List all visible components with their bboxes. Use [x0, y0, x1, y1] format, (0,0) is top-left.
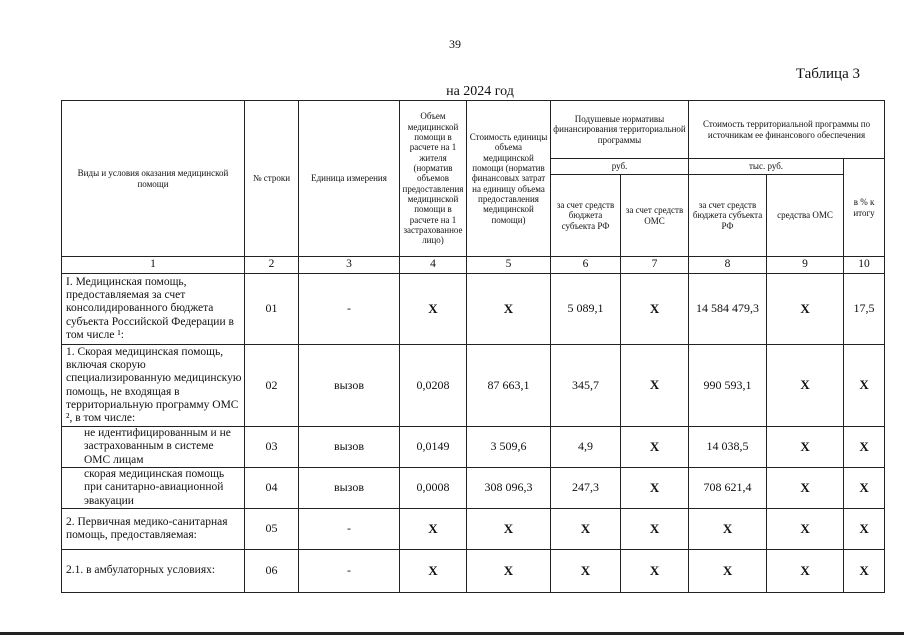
row-percent: X: [844, 427, 885, 468]
row-number: 05: [245, 509, 299, 550]
table-row: [62, 274, 885, 345]
row-unit: -: [299, 550, 400, 593]
row-cost: X: [467, 509, 551, 550]
row-volume: X: [400, 274, 467, 345]
column-number: 2: [245, 257, 299, 274]
row-budget-per-capita: 5 089,1: [551, 274, 621, 345]
row-budget-total: 990 593,1: [689, 345, 767, 427]
row-volume: 0,0149: [400, 427, 467, 468]
header-rub: руб.: [551, 159, 689, 175]
header-oms-funds: средства ОМС: [767, 175, 844, 257]
row-description: 1. Скорая медицинская помощь, включая скорую специализированную медицинскую помощь, не входящая в территориальную программу ОМС ², в том числе:: [62, 345, 245, 427]
page-bottom-border: [0, 632, 904, 635]
column-number-row: [62, 257, 885, 274]
row-budget-total: 708 621,4: [689, 468, 767, 509]
row-oms-per-capita: X: [621, 274, 689, 345]
row-oms-per-capita: X: [621, 550, 689, 593]
row-cost: X: [467, 274, 551, 345]
header-budget: за счет средств бюджета субъекта РФ: [551, 175, 621, 257]
column-number: 3: [299, 257, 400, 274]
row-oms-per-capita: X: [621, 468, 689, 509]
table-row: [62, 427, 885, 468]
row-number: 01: [245, 274, 299, 345]
row-description: 2. Первичная медико-санитарная помощь, предоставляемая:: [62, 509, 245, 550]
row-budget-per-capita: 247,3: [551, 468, 621, 509]
header-cost: Стоимость единицы объема медицинской помощи (норматив финансовых затрат на единицу объема предоставления медицинской помощи): [467, 101, 551, 257]
budget-table: [61, 100, 885, 593]
header-budget-thousand: за счет средств бюджета субъекта РФ: [689, 175, 767, 257]
row-budget-per-capita: X: [551, 550, 621, 593]
table-row: [62, 468, 885, 509]
row-percent: X: [844, 509, 885, 550]
row-description: скорая медицинская помощь при санитарно-авиационной эвакуации: [62, 468, 245, 509]
row-description: не идентифицированным и не застрахованным в системе ОМС лицам: [62, 427, 245, 468]
table-row: [62, 509, 885, 550]
header-percent: в % к итогу: [844, 159, 885, 257]
row-volume: X: [400, 509, 467, 550]
row-volume: 0,0008: [400, 468, 467, 509]
row-oms-total: X: [767, 468, 844, 509]
row-percent: X: [844, 468, 885, 509]
column-number: 6: [551, 257, 621, 274]
row-oms-per-capita: X: [621, 427, 689, 468]
row-unit: вызов: [299, 345, 400, 427]
header-per-capita: Подушевые нормативы финансирования территориальной программы: [551, 101, 689, 159]
row-oms-total: X: [767, 345, 844, 427]
table-row: [62, 550, 885, 593]
header-row-1: [62, 101, 885, 159]
row-cost: 308 096,3: [467, 468, 551, 509]
row-budget-per-capita: 345,7: [551, 345, 621, 427]
row-number: 03: [245, 427, 299, 468]
row-oms-total: X: [767, 550, 844, 593]
row-budget-total: X: [689, 509, 767, 550]
row-oms-per-capita: X: [621, 345, 689, 427]
year-title: на 2024 год: [446, 84, 514, 99]
row-number: 06: [245, 550, 299, 593]
row-percent: X: [844, 550, 885, 593]
header-unit: Единица измерения: [299, 101, 400, 257]
row-budget-total: X: [689, 550, 767, 593]
header-program-cost: Стоимость территориальной программы по источникам ее финансового обеспечения: [689, 101, 885, 159]
row-percent: X: [844, 345, 885, 427]
header-thousand-rub: тыс. руб.: [689, 159, 844, 175]
row-description: 2.1. в амбулаторных условиях:: [62, 550, 245, 593]
row-budget-total: 14 584 479,3: [689, 274, 767, 345]
row-cost: X: [467, 550, 551, 593]
row-number: 02: [245, 345, 299, 427]
column-number: 4: [400, 257, 467, 274]
column-number: 9: [767, 257, 844, 274]
row-budget-per-capita: 4,9: [551, 427, 621, 468]
row-description: I. Медицинская помощь, предоставляемая за счет консолидированного бюджета субъекта Российской Федерации в том числе ¹:: [62, 274, 245, 345]
column-number: 5: [467, 257, 551, 274]
row-cost: 3 509,6: [467, 427, 551, 468]
row-budget-per-capita: X: [551, 509, 621, 550]
header-volume: Объем медицинской помощи в расчете на 1 жителя (норматив объемов предоставления медицинской помощи в расчете на 1 застрахованное лицо): [400, 101, 467, 257]
row-oms-total: X: [767, 274, 844, 345]
table-row: [62, 345, 885, 427]
header-types: Виды и условия оказания медицинской помощи: [62, 101, 245, 257]
row-oms-per-capita: X: [621, 509, 689, 550]
row-oms-total: X: [767, 427, 844, 468]
row-volume: 0,0208: [400, 345, 467, 427]
table-label: Таблица 3: [795, 66, 860, 82]
row-unit: -: [299, 274, 400, 345]
column-number: 10: [844, 257, 885, 274]
row-oms-total: X: [767, 509, 844, 550]
row-cost: 87 663,1: [467, 345, 551, 427]
row-volume: X: [400, 550, 467, 593]
header-oms: за счет средств ОМС: [621, 175, 689, 257]
column-number: 1: [62, 257, 245, 274]
row-unit: вызов: [299, 468, 400, 509]
header-row-number: № строки: [245, 101, 299, 257]
column-number: 8: [689, 257, 767, 274]
row-number: 04: [245, 468, 299, 509]
row-unit: -: [299, 509, 400, 550]
column-number: 7: [621, 257, 689, 274]
page-number: 39: [449, 37, 461, 51]
row-unit: вызов: [299, 427, 400, 468]
row-budget-total: 14 038,5: [689, 427, 767, 468]
row-percent: 17,5: [844, 274, 885, 345]
